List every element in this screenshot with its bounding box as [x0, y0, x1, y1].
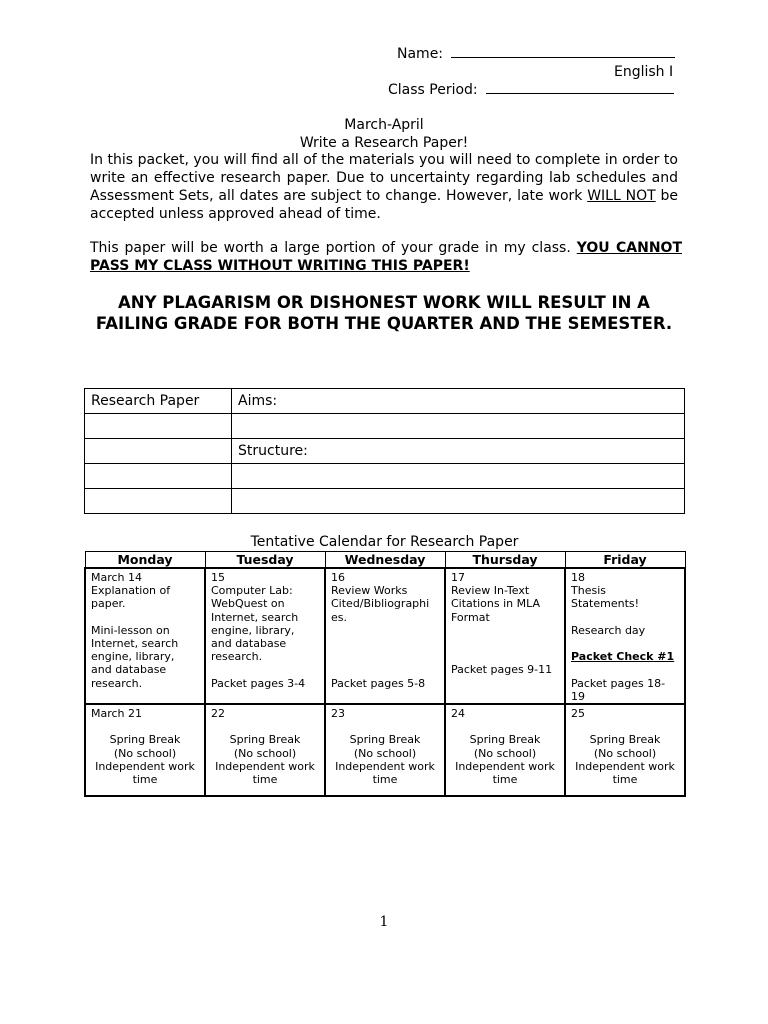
cell-date: 24 — [451, 706, 465, 720]
table-row — [85, 389, 685, 414]
table-row — [85, 414, 685, 439]
cell-text: Independent work — [215, 759, 315, 773]
research-paper-table — [84, 388, 685, 514]
cell-text: Independent work — [575, 759, 675, 773]
cell-text: engine, library, — [91, 650, 175, 664]
calendar-cell-mar23 — [325, 704, 445, 796]
grade-text: This paper will be worth a large portion of your grade in my class. — [90, 240, 577, 256]
class-period-blank[interactable] — [486, 81, 674, 94]
cell-text: time — [612, 772, 638, 786]
calendar-cell-mar24 — [445, 704, 565, 796]
spring-break-label: Spring Break — [229, 733, 301, 747]
cell-text: es. — [331, 610, 347, 624]
cell-text: and database — [211, 637, 287, 651]
name-blank[interactable] — [451, 45, 675, 58]
cell-text: (No school) — [233, 746, 297, 760]
spring-break-label: Spring Break — [349, 733, 421, 747]
cell-date: March 14 — [91, 571, 143, 584]
cell-date: 23 — [331, 706, 345, 720]
cell-date: 15 — [211, 571, 225, 584]
calendar-cell-mar16 — [325, 568, 445, 704]
cell-text: Independent work — [335, 759, 435, 773]
cell-date: 25 — [571, 706, 585, 720]
spring-break-label: Spring Break — [469, 733, 541, 747]
grade-paragraph — [90, 239, 682, 275]
cell-text: Computer Lab: — [211, 584, 293, 598]
research-paper-cell: Research Paper — [85, 389, 232, 414]
calendar-week-2 — [85, 704, 685, 796]
cell-text: time — [132, 772, 158, 786]
class-period-line — [388, 81, 688, 99]
cell-text: time — [372, 772, 398, 786]
cell-text: research. — [211, 650, 263, 664]
calendar-table — [84, 551, 686, 797]
plagiarism-warning: ANY PLAGARISM OR DISHONEST WORK WILL RESULT IN A FAILING GRADE FOR BOTH THE QUARTER AND THE SEMESTER. — [95, 293, 673, 333]
cell-date: March 21 — [91, 706, 143, 720]
intro-text-a: In this packet, you will find all of the materials you will need to complete in order to write an effective research paper. Due to uncertainty regarding lab schedules and Assessment Sets, all dates are subject to change. However, late work — [90, 152, 678, 204]
calendar-cell-mar14 — [85, 568, 205, 704]
empty-cell[interactable] — [85, 464, 232, 489]
day-header-thursday: Thursday — [445, 552, 565, 569]
cell-text: (No school) — [353, 746, 417, 760]
cell-date: 17 — [451, 571, 465, 584]
cell-text: paper. — [91, 597, 126, 611]
cell-text: Format — [451, 610, 490, 624]
class-period-label: Class Period: — [388, 82, 478, 98]
calendar-cell-mar18 — [565, 568, 685, 704]
calendar-header-row — [85, 552, 685, 569]
page-number: 1 — [379, 914, 389, 930]
empty-cell[interactable] — [232, 414, 685, 439]
cell-text: WebQuest on — [211, 597, 285, 611]
cell-text: Explanation of — [91, 584, 171, 598]
calendar-week-1 — [85, 568, 685, 704]
cell-text: Review In-Text — [451, 584, 530, 598]
day-header-monday: Monday — [85, 552, 205, 569]
spring-break-label: Spring Break — [109, 733, 181, 747]
packet-check-label: Packet Check #1 — [571, 650, 675, 664]
packet-pages: Packet pages 3-4 — [211, 676, 306, 690]
cell-text: Citations in MLA — [451, 597, 541, 611]
cell-text: engine, library, — [211, 623, 295, 637]
cell-text: and database — [91, 663, 167, 677]
calendar-cell-mar25 — [565, 704, 685, 796]
page-title: Write a Research Paper! — [299, 135, 469, 151]
date-range: March-April — [344, 117, 424, 133]
empty-cell[interactable] — [85, 439, 232, 464]
intro-text-b: be accepted unless approved ahead of time. — [90, 188, 678, 222]
name-line — [397, 45, 697, 63]
calendar-cell-mar15 — [205, 568, 325, 704]
cannot-pass-notice: YOU CANNOT PASS MY CLASS WITHOUT WRITING THIS PAPER! — [90, 240, 682, 274]
cell-text: Research day — [571, 623, 646, 637]
name-label: Name: — [397, 46, 444, 62]
calendar-caption: Tentative Calendar for Research Paper — [250, 534, 519, 550]
table-row — [85, 464, 685, 489]
day-header-friday: Friday — [565, 552, 685, 569]
calendar-cell-mar22 — [205, 704, 325, 796]
cell-text: time — [492, 772, 518, 786]
empty-cell[interactable] — [85, 489, 232, 514]
cell-text: Mini-lesson on — [91, 623, 170, 637]
packet-pages: Packet pages 18- — [571, 676, 666, 690]
cell-text: Thesis — [571, 584, 606, 598]
cell-text: Independent work — [455, 759, 555, 773]
cell-text: Statements! — [571, 597, 640, 611]
cell-text: time — [252, 772, 278, 786]
packet-pages: Packet pages 9-11 — [451, 663, 553, 677]
calendar-cell-mar17 — [445, 568, 565, 704]
cell-text: Internet, search — [211, 610, 299, 624]
day-header-tuesday: Tuesday — [205, 552, 325, 569]
cell-date: 22 — [211, 706, 225, 720]
aims-cell[interactable]: Aims: — [232, 389, 685, 414]
calendar-cell-mar21 — [85, 704, 205, 796]
table-row — [85, 439, 685, 464]
table-row — [85, 489, 685, 514]
cell-text: research. — [91, 676, 143, 690]
cell-text: Independent work — [95, 759, 195, 773]
empty-cell[interactable] — [232, 464, 685, 489]
cell-date: 18 — [571, 571, 585, 584]
packet-pages: 19 — [571, 689, 585, 703]
spring-break-label: Spring Break — [589, 733, 661, 747]
empty-cell[interactable] — [85, 414, 232, 439]
packet-pages: Packet pages 5-8 — [331, 676, 426, 690]
intro-paragraph — [90, 151, 678, 223]
cell-text: Review Works — [331, 584, 408, 598]
cell-text: (No school) — [473, 746, 537, 760]
cell-text: (No school) — [593, 746, 657, 760]
cell-text: Internet, search — [91, 637, 179, 650]
will-not-emphasis: WILL NOT — [587, 188, 656, 204]
cell-date: 16 — [331, 571, 345, 584]
course-label: English I — [614, 64, 674, 80]
day-header-wednesday: Wednesday — [325, 552, 445, 569]
structure-cell[interactable]: Structure: — [232, 439, 685, 464]
empty-cell[interactable] — [232, 489, 685, 514]
cell-text: Cited/Bibliographi — [331, 597, 430, 611]
cell-text: (No school) — [113, 746, 177, 760]
